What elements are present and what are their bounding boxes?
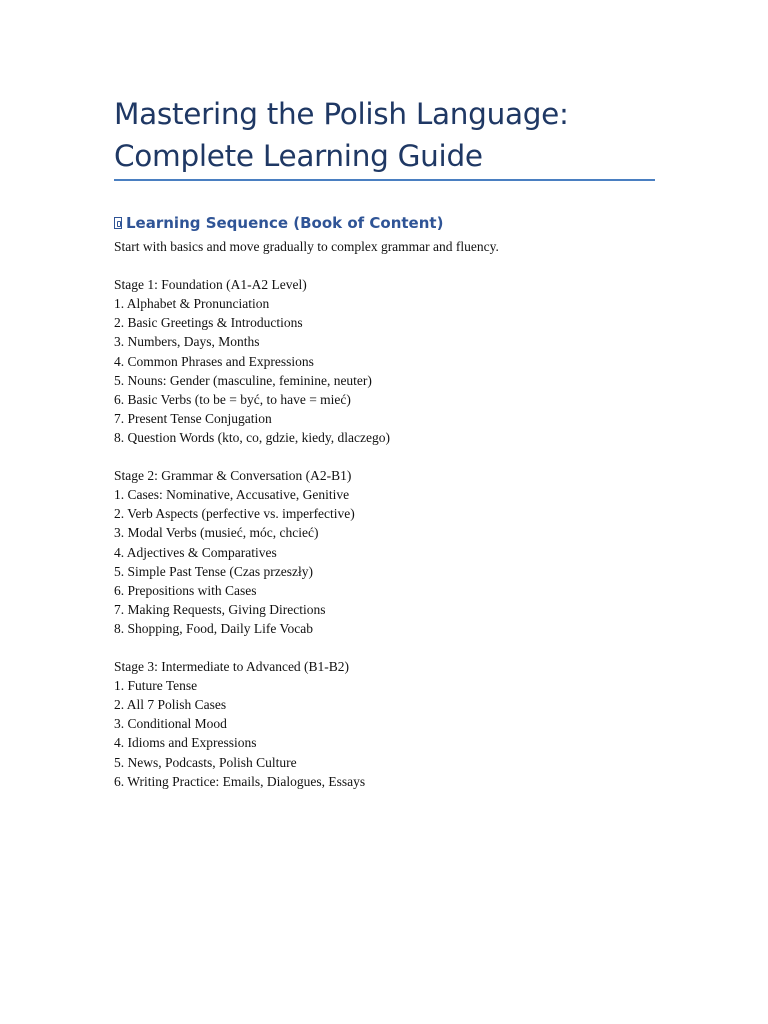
section-heading — [114, 211, 443, 235]
stage-1 — [114, 275, 656, 447]
intro-paragraph: Start with basics and move gradually to complex grammar and fluency. — [114, 239, 499, 254]
list-item: 7. Present Tense Conjugation — [114, 410, 272, 426]
title-line-2: Complete Learning Guide — [114, 139, 483, 173]
list-item: 8. Shopping, Food, Daily Life Vocab — [114, 620, 313, 636]
list-item: 6. Prepositions with Cases — [114, 582, 257, 598]
list-item: 3. Modal Verbs (musieć, móc, chcieć) — [114, 525, 319, 541]
stage-3 — [114, 657, 656, 791]
document-title — [114, 93, 656, 177]
title-underline-rule — [114, 179, 655, 181]
list-item: 1. Future Tense — [114, 678, 198, 694]
paragraph-spacer — [114, 256, 656, 275]
list-item: 6. Writing Practice: Emails, Dialogues, Essays — [114, 773, 366, 789]
stage-heading: Stage 2: Grammar & Conversation (A2-B1) — [114, 468, 352, 484]
list-item: 3. Conditional Mood — [114, 716, 227, 732]
list-item: 4. Common Phrases and Expressions — [114, 353, 314, 369]
list-item: 3. Numbers, Days, Months — [114, 334, 260, 350]
title-line-1: Mastering the Polish Language: — [114, 97, 569, 131]
stage-2 — [114, 466, 656, 638]
paragraph-spacer — [114, 638, 656, 657]
list-item: 1. Alphabet & Pronunciation — [114, 296, 270, 312]
document-body — [114, 237, 656, 791]
list-item: 2. All 7 Polish Cases — [114, 697, 227, 713]
stage-heading: Stage 3: Intermediate to Advanced (B1-B2) — [114, 659, 350, 675]
list-item: 4. Adjectives & Comparatives — [114, 544, 277, 560]
list-item: 2. Basic Greetings & Introductions — [114, 315, 303, 331]
paragraph-spacer — [114, 447, 656, 466]
list-item: 4. Idioms and Expressions — [114, 735, 257, 751]
stage-heading: Stage 1: Foundation (A1-A2 Level) — [114, 277, 307, 293]
list-item: 2. Verb Aspects (perfective vs. imperfective) — [114, 506, 355, 522]
missing-glyph-icon — [114, 217, 122, 229]
list-item: 5. News, Podcasts, Polish Culture — [114, 754, 297, 770]
list-item: 5. Simple Past Tense (Czas przeszły) — [114, 563, 314, 579]
list-item: 5. Nouns: Gender (masculine, feminine, neuter) — [114, 372, 372, 388]
list-item: 7. Making Requests, Giving Directions — [114, 601, 326, 617]
list-item: 6. Basic Verbs (to be = być, to have = mieć) — [114, 391, 351, 407]
list-item: 8. Question Words (kto, co, gdzie, kiedy, dlaczego) — [114, 429, 390, 445]
list-item: 1. Cases: Nominative, Accusative, Genitive — [114, 487, 350, 503]
section-heading-text: Learning Sequence (Book of Content) — [126, 214, 444, 232]
